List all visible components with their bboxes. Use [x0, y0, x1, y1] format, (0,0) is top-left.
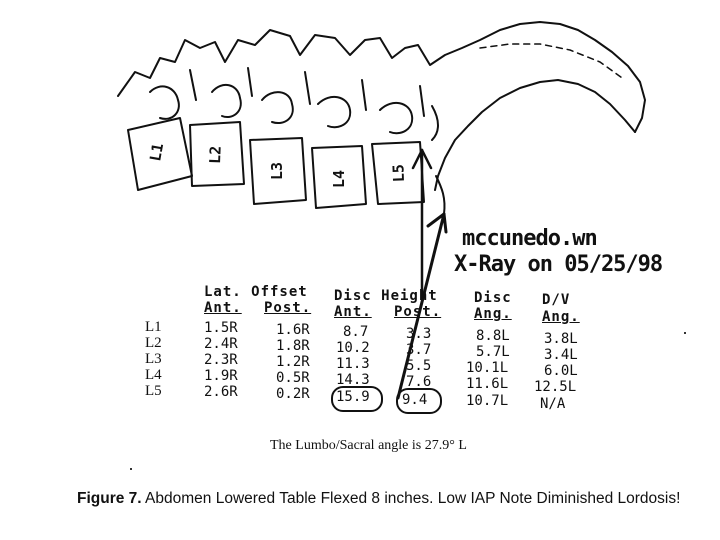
lumbo-sacral-note: The Lumbo/Sacral angle is 27.9° L [270, 438, 467, 453]
header-disc-height: Disc Height [334, 288, 438, 304]
vertebra-label-l5: L5 [389, 163, 408, 183]
header-lat-ant: Ant. [204, 300, 242, 316]
cell-disc-ang-l3: 10.1L [466, 360, 509, 376]
circle-dh-ant-l5 [331, 386, 383, 412]
header-lat-post: Post. [264, 300, 312, 316]
cell-disc-ang-l2: 5.7L [476, 344, 510, 360]
cell-lat-post-l2: 1.8R [276, 338, 310, 354]
vertebra-label-l1: L1 [146, 141, 168, 163]
cell-dh-post-l5: 9.4 [402, 392, 428, 408]
cell-dv-ang-l5: N/A [540, 396, 566, 412]
header-dh-post: Post. [394, 304, 442, 320]
header-dv-ang-2: Ang. [542, 309, 580, 325]
header-disc-ang-2: Ang. [474, 306, 512, 322]
cell-dh-ant-l3: 11.3 [336, 356, 370, 372]
row-label-l5: L5 [145, 383, 162, 399]
cell-dh-ant-l4: 14.3 [336, 372, 370, 388]
cell-disc-ang-l1: 8.8L [476, 328, 510, 344]
xray-date-stamp: X-Ray on 05/25/98 [454, 252, 663, 277]
cell-dh-post-l1: 3.3 [406, 326, 432, 342]
cell-dh-ant-l5: 15.9 [336, 389, 370, 405]
header-dv-ang-1: D/V [542, 292, 571, 308]
cell-lat-post-l1: 1.6R [276, 322, 310, 338]
cell-dv-ang-l3: 6.0L [544, 363, 578, 379]
header-dh-ant: Ant. [334, 304, 372, 320]
header-lat-offset: Lat. Offset [204, 284, 308, 300]
row-label-l2: L2 [145, 335, 162, 351]
circle-dh-post-l5 [396, 388, 442, 414]
row-label-l1: L1 [145, 319, 162, 335]
vertebra-label-l3: L3 [268, 161, 286, 180]
cell-lat-ant-l4: 1.9R [204, 368, 238, 384]
vertebra-label-l2: L2 [206, 145, 225, 165]
caption-text: Abdomen Lowered Table Flexed 8 inches. Low IAP Note Diminished Lordosis! [141, 490, 681, 507]
cell-dh-post-l3: 5.5 [406, 358, 432, 374]
speck [684, 332, 686, 334]
cell-lat-post-l4: 0.5R [276, 370, 310, 386]
cell-disc-ang-l5: 10.7L [466, 393, 509, 409]
cell-lat-post-l5: 0.2R [276, 386, 310, 402]
cell-lat-post-l3: 1.2R [276, 354, 310, 370]
vertebra-label-l4: L4 [330, 169, 348, 188]
cell-dh-post-l2: 3.7 [406, 342, 432, 358]
cell-dh-ant-l2: 10.2 [336, 340, 370, 356]
row-label-l4: L4 [145, 367, 162, 383]
cell-dv-ang-l4: 12.5L [534, 379, 577, 395]
cell-lat-ant-l3: 2.3R [204, 352, 238, 368]
cell-disc-ang-l4: 11.6L [466, 376, 509, 392]
row-label-l3: L3 [145, 351, 162, 367]
patient-stamp: mccunedo.wn [462, 226, 597, 251]
cell-lat-ant-l2: 2.4R [204, 336, 238, 352]
cell-lat-ant-l5: 2.6R [204, 384, 238, 400]
cell-dh-post-l4: 7.6 [406, 374, 432, 390]
cell-lat-ant-l1: 1.5R [204, 320, 238, 336]
cell-dh-ant-l1: 8.7 [343, 324, 369, 340]
speck [130, 468, 132, 470]
figure-caption [77, 490, 680, 508]
cell-dv-ang-l2: 3.4L [544, 347, 578, 363]
caption-label: Figure 7. [77, 490, 142, 507]
cell-dv-ang-l1: 3.8L [544, 331, 578, 347]
header-disc-ang-1: Disc [474, 290, 512, 306]
